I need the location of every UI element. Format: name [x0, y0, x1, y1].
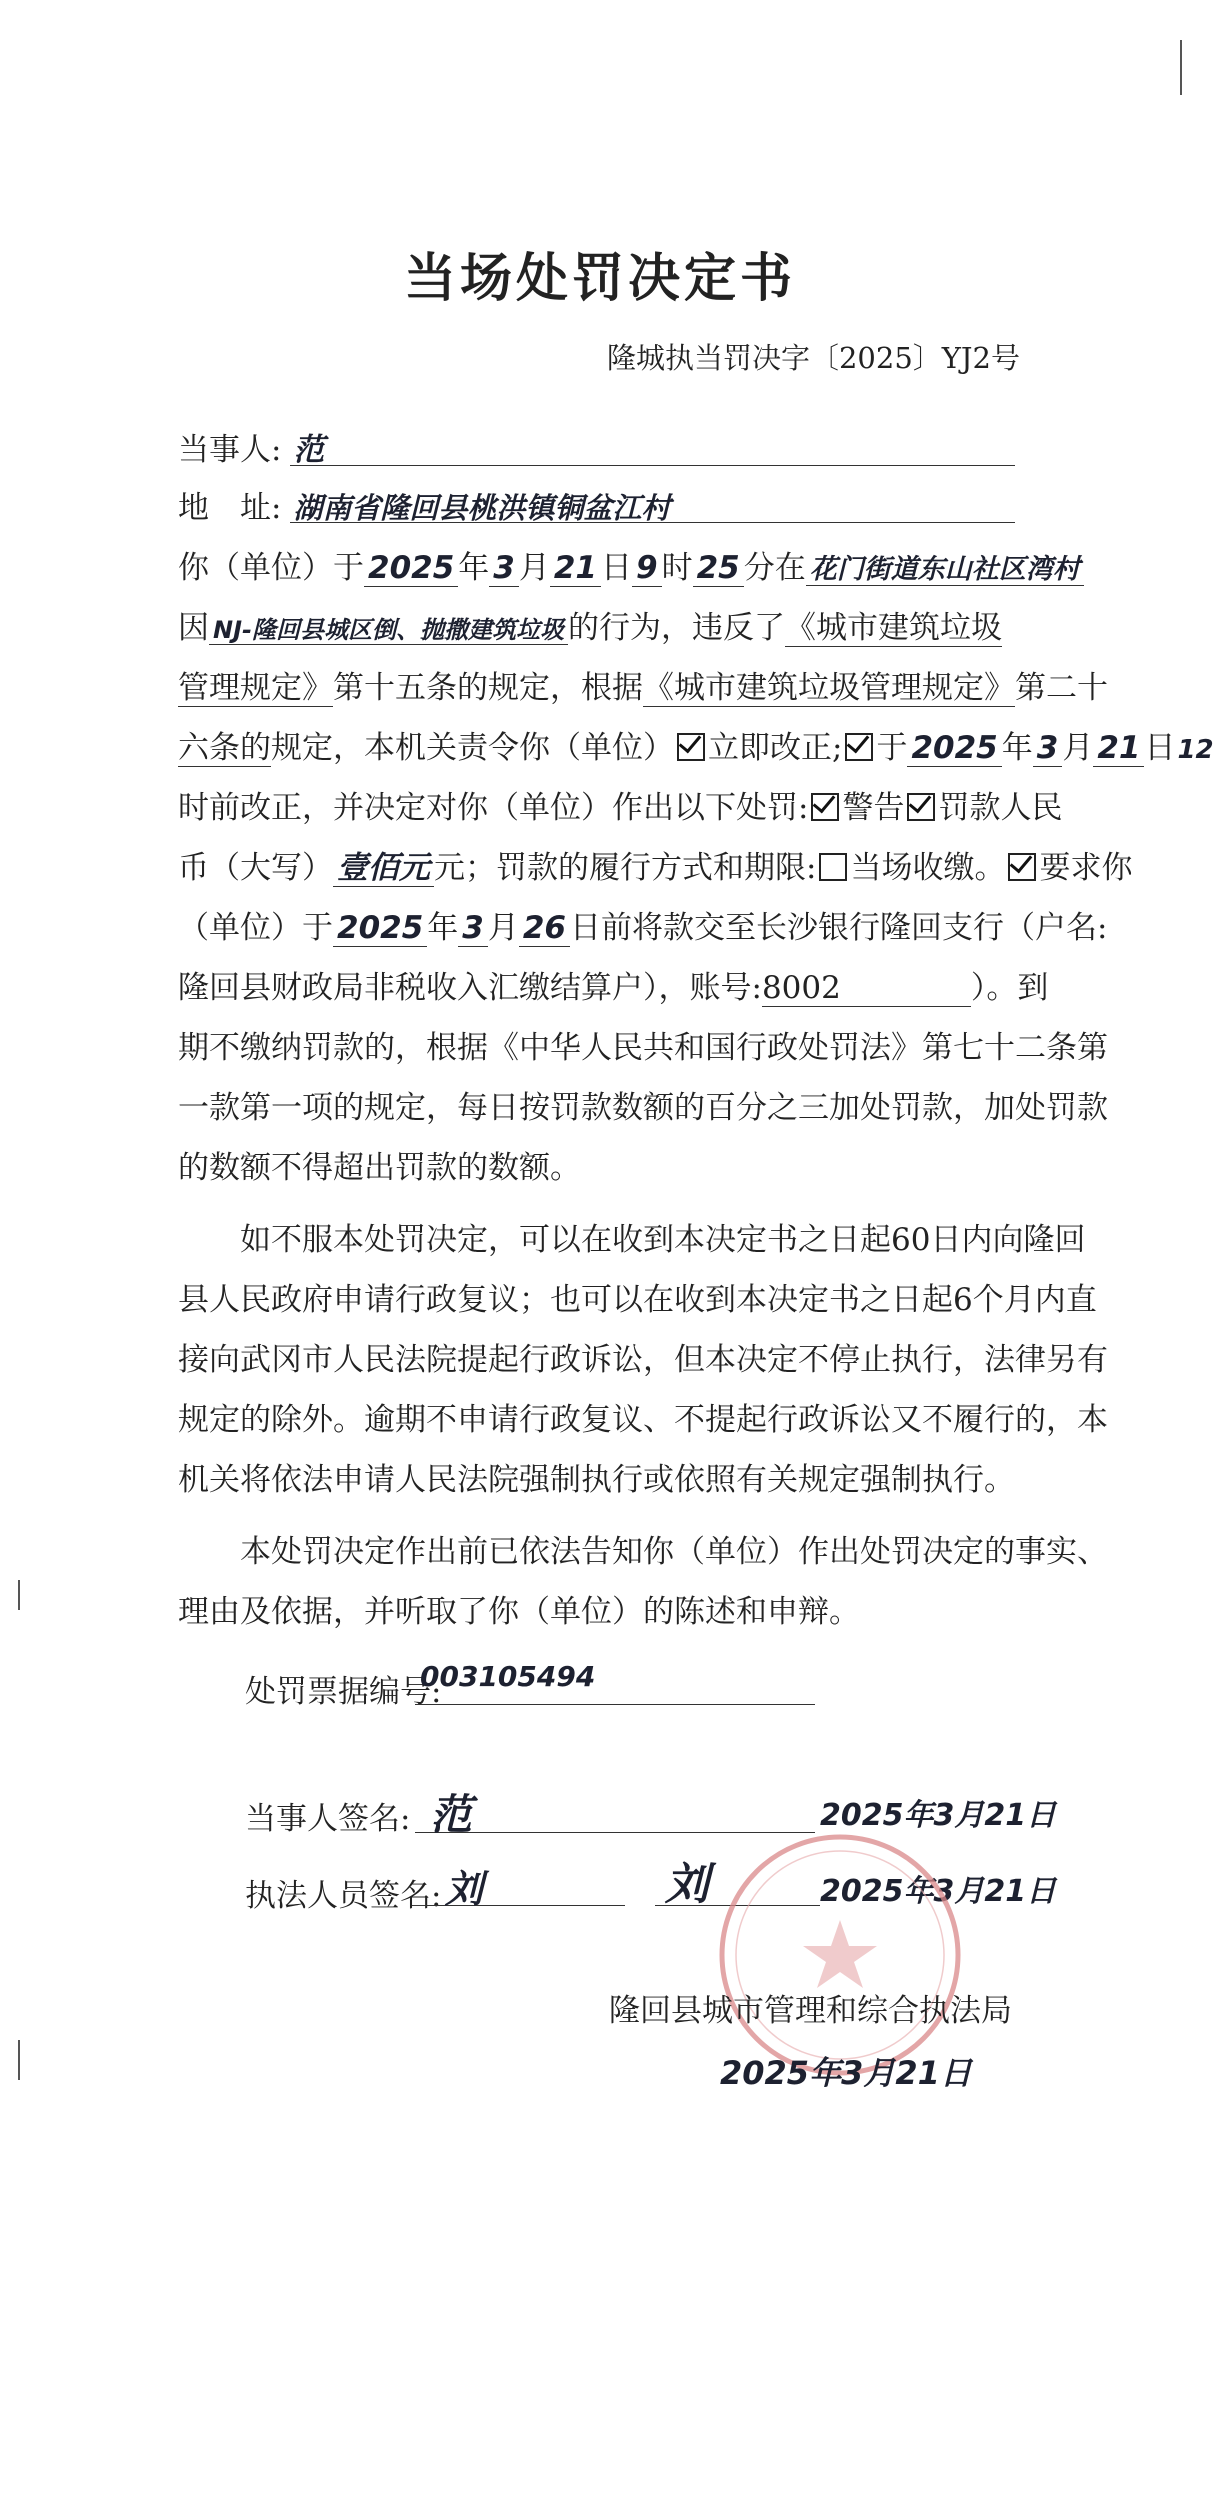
- document-title: 当场处罚决定书: [403, 248, 796, 309]
- address-line: [290, 522, 1015, 523]
- receipt-number: 003105494: [420, 1660, 596, 1693]
- basis-suffix: 规定，本机关责令你（单位）: [271, 730, 674, 766]
- year-unit: 年: [1001, 730, 1033, 766]
- pay-on-site-checkbox: [819, 853, 847, 881]
- incident-line-3: [178, 668, 1108, 708]
- incident-line-4: [178, 728, 1214, 770]
- appeal-line-5: 机关将依法申请人民法院强制执行或依照有关规定强制执行。: [178, 1462, 1015, 1498]
- scan-edge-mark: [18, 2040, 20, 2080]
- account-line: 隆回县财政局非税收入汇缴结算户），账号:: [178, 970, 762, 1006]
- incident-line-5: [178, 788, 1063, 828]
- party-name-line: [290, 465, 1015, 466]
- minute-unit: 分在: [743, 550, 806, 586]
- officer-sign-label: 执法人员签名:: [245, 1878, 442, 1914]
- party-label: 当事人:: [178, 432, 282, 468]
- currency-prefix: 币（大写）: [178, 850, 333, 886]
- receipt-line: [415, 1704, 815, 1705]
- document-number: 隆城执当罚决字〔2025〕YJ2号: [606, 341, 1020, 375]
- month-unit: 月: [487, 910, 519, 946]
- basis-article-1: 第二十: [1015, 670, 1108, 706]
- appeal-line-4: 规定的除外。逾期不申请行政复议、不提起行政诉讼又不履行的，本: [178, 1402, 1108, 1438]
- fine-checkbox: [907, 793, 935, 821]
- pay-day: 26: [519, 910, 570, 947]
- violated-regulation-2: 管理规定》: [178, 670, 333, 706]
- pay-unit-prefix: （单位）于: [178, 910, 333, 946]
- penalty-fine: 罚款人民: [938, 790, 1063, 826]
- deadline-year: 2025: [907, 730, 1001, 767]
- year-unit: 年: [427, 910, 459, 946]
- incident-day: 21: [550, 550, 601, 587]
- late-line-3: 的数额不得超出罚款的数额。: [178, 1150, 581, 1186]
- deadline-prefix: 于: [876, 730, 908, 766]
- officer-signature-2: 刘: [665, 1859, 709, 1910]
- option-immediate: 立即改正;: [708, 730, 843, 766]
- pay-required-checkbox: [1008, 853, 1036, 881]
- incident-line-8: [178, 968, 1049, 1008]
- pay-month: 3: [458, 910, 488, 947]
- warning-checkbox: [811, 793, 839, 821]
- notice-line-2: 理由及依据，并听取了你（单位）的陈述和申辩。: [178, 1594, 860, 1630]
- incident-line-6: [178, 848, 1133, 888]
- incident-line-1: [178, 548, 1080, 590]
- deadline-hour: 12: [1177, 735, 1214, 765]
- basis-article-2: 六条的: [178, 730, 271, 766]
- deadline-month: 3: [1033, 730, 1063, 767]
- officer-signature-1: 刘: [445, 1867, 484, 1911]
- appeal-line-1: 如不服本处罚决定，可以在收到本决定书之日起60日内向隆回: [178, 1222, 1086, 1258]
- scan-edge-mark: [1180, 40, 1182, 95]
- day-unit: 日: [601, 550, 632, 586]
- incident-hour: 9: [632, 550, 662, 587]
- address-value: 湖南省隆回县桃洪镇铜盆江村: [293, 491, 671, 525]
- address-label: 地 址:: [178, 490, 282, 526]
- officer-sign-date: 2025年3月21日: [820, 1874, 1057, 1909]
- issuing-organization: 隆回县城市管理和综合执法局: [609, 1993, 1012, 2029]
- immediate-checkbox: [677, 733, 705, 761]
- incident-line-7: [178, 908, 1108, 948]
- hour-unit: 时: [661, 550, 693, 586]
- pay-suffix: 日前将款交至长沙银行隆回支行（户名:: [570, 910, 1108, 946]
- fine-amount: 壹佰元: [333, 850, 434, 887]
- deadline-day: 21: [1093, 730, 1144, 767]
- deadline-suffix: 时前改正，并决定对你（单位）作出以下处罚:: [178, 790, 809, 826]
- party-sign-label: 当事人签名:: [245, 1801, 411, 1837]
- month-unit: 月: [1062, 730, 1094, 766]
- party-signature: 范: [430, 1790, 473, 1839]
- incident-minute: 25: [693, 550, 744, 587]
- scan-edge-mark: [18, 1580, 20, 1610]
- pay-on-site: 当场收缴。: [850, 850, 1006, 886]
- party-row: [178, 430, 1030, 470]
- party-sign-date: 2025年3月21日: [820, 1798, 1057, 1833]
- account-close: ）。到: [970, 970, 1049, 1006]
- currency-suffix: 元；罚款的履行方式和期限:: [434, 850, 817, 886]
- penalty-warning: 警告: [842, 790, 905, 826]
- basis-regulation: 《城市建筑垃圾管理规定》: [643, 670, 1015, 706]
- incident-location: 花门街道东山社区湾村: [806, 554, 1084, 586]
- incident-line-2: [178, 608, 1030, 650]
- notice-line-1: 本处罚决定作出前已依法告知你（单位）作出处罚决定的事实、: [178, 1534, 1108, 1570]
- party-name: 范: [293, 432, 325, 468]
- incident-month: 3: [489, 550, 519, 587]
- incident-prefix: 你（单位）于: [178, 550, 364, 586]
- receipt-label: 处罚票据编号:: [245, 1674, 442, 1710]
- violated-article: 第十五条的规定，根据: [333, 670, 643, 706]
- year-unit: 年: [458, 550, 490, 586]
- violated-regulation: 《城市建筑垃圾: [784, 610, 1002, 646]
- account-number: 8002: [762, 970, 971, 1007]
- incident-year: 2025: [364, 550, 458, 587]
- pay-required: 要求你: [1039, 850, 1133, 886]
- month-unit: 月: [518, 550, 550, 586]
- pay-year: 2025: [333, 910, 427, 947]
- cause-suffix: 的行为，违反了: [567, 610, 785, 646]
- appeal-line-3: 接向武冈市人民法院提起行政诉讼，但本决定不停止执行，法律另有: [178, 1342, 1108, 1378]
- incident-cause: NJ-隆回县城区倒、抛撒建筑垃圾: [209, 616, 568, 645]
- cause-prefix: 因: [178, 610, 209, 646]
- issuer-date: 2025年3月21日: [720, 2054, 972, 2092]
- day-unit: 日: [1144, 730, 1176, 766]
- star-icon: [803, 1920, 877, 1988]
- late-line-2: 一款第一项的规定，每日按罚款数额的百分之三加处罚款，加处罚款: [178, 1090, 1108, 1126]
- deadline-checkbox: [845, 733, 873, 761]
- late-line-1: 期不缴纳罚款的，根据《中华人民共和国行政处罚法》第七十二条第: [178, 1030, 1108, 1066]
- appeal-line-2: 县人民政府申请行政复议；也可以在收到本决定书之日起6个月内直: [178, 1282, 1097, 1318]
